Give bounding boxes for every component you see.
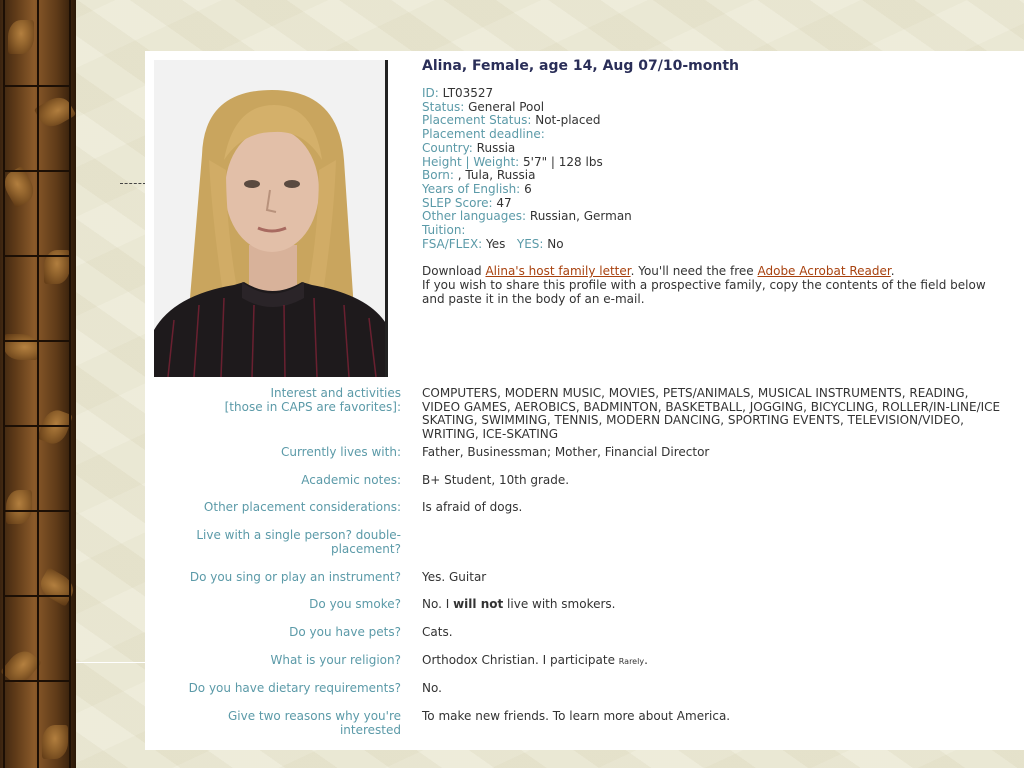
interest-value: COMPUTERS, MODERN MUSIC, MOVIES, PETS/ANIMALS, MUSICAL INSTRUMENTS, READING, VIDEO GAMES, AEROBICS, BADMINTON, BASKETBALL, JOGGING, BICYCLING, ROLLER/IN-LINE/ICE SKATING, SWIMMING, TENNIS, MODERN DANCING, SPORTING EVENTS, TELEVISION/VIDEO, WRITING, ICE-SKATING [422,386,1001,442]
question-label: Do you have dietary requirements? [188,681,401,696]
table-row [165,598,1005,626]
answer-value: B+ Student, 10th grade. [422,472,570,487]
table-row [165,626,1005,654]
question-label: Live with a single person? double-placement? [196,528,401,556]
answer-value: Yes. Guitar [422,569,487,584]
field-fsa-flex: FSA/FLEX: Yes YES: No [422,236,564,251]
field-status: Status: General Pool [422,99,545,114]
question-label: Other placement considerations: [203,500,401,515]
table-row [165,501,1005,529]
field-country: Country: Russia [422,140,516,155]
answer-value: No. I will not live with smokers. [422,597,616,612]
answer-value [422,529,1005,570]
question-label: Currently lives with: [280,445,401,459]
field-placement-status: Placement Status: Not-placed [422,113,601,128]
table-row [165,682,1005,710]
table-row [165,529,1005,570]
table-row [165,387,1005,446]
share-instructions: If you wish to share this profile with a prospective family, copy the contents of the field below and paste it in the body of an e-mail. [422,277,986,306]
download-line: Download Alina's host family letter. You'll need the free Adobe Acrobat Reader. [422,264,895,279]
table-row [165,446,1005,474]
question-label: Do you have pets? [289,624,401,639]
question-label: Academic notes: [301,472,401,487]
answer-value: Cats. [422,624,453,639]
field-id: ID: LT03527 [422,86,494,100]
field-tuition: Tuition: [422,223,466,238]
answer-value: To make new friends. To learn more about America. [422,709,731,724]
decorative-dash [120,183,146,184]
field-height-weight: Height | Weight: 5'7" | 128 lbs [422,154,603,169]
details-table [165,387,1005,737]
question-label: Do you smoke? [309,597,401,612]
answer-value: No. [422,681,442,696]
question-label: What is your religion? [270,652,401,667]
field-years-english: Years of English: 6 [422,181,532,196]
profile-title: Alina, Female, age 14, Aug 07/10-month [422,58,739,74]
field-placement-deadline: Placement deadline: [422,127,545,142]
table-row [165,571,1005,599]
table-row [165,474,1005,502]
table-row [165,654,1005,683]
interest-label: Interest and activities [those in CAPS are favorites]: [224,386,401,414]
field-other-languages: Other languages: Russian, German [422,209,632,224]
student-photo [154,60,387,377]
host-family-letter-link[interactable]: Alina's host family letter [485,264,631,279]
table-row [165,710,1005,737]
answer-value: Is afraid of dogs. [422,500,523,515]
field-born: Born: , Tula, Russia [422,168,536,183]
question-label: Do you sing or play an instrument? [189,569,401,584]
photo-border [385,60,388,377]
question-label: Give two reasons why you're interested [227,709,401,737]
decorative-border-strip [0,0,76,768]
field-slep-score: SLEP Score: 47 [422,195,512,210]
background-rule [76,662,146,663]
profile-info [422,57,1012,306]
answer-value: Father, Businessman; Mother, Financial Director [422,445,710,459]
answer-value: Orthodox Christian. I participate Rarely. [422,652,648,667]
acrobat-reader-link[interactable]: Adobe Acrobat Reader [757,264,891,279]
profile-panel [145,51,1024,750]
